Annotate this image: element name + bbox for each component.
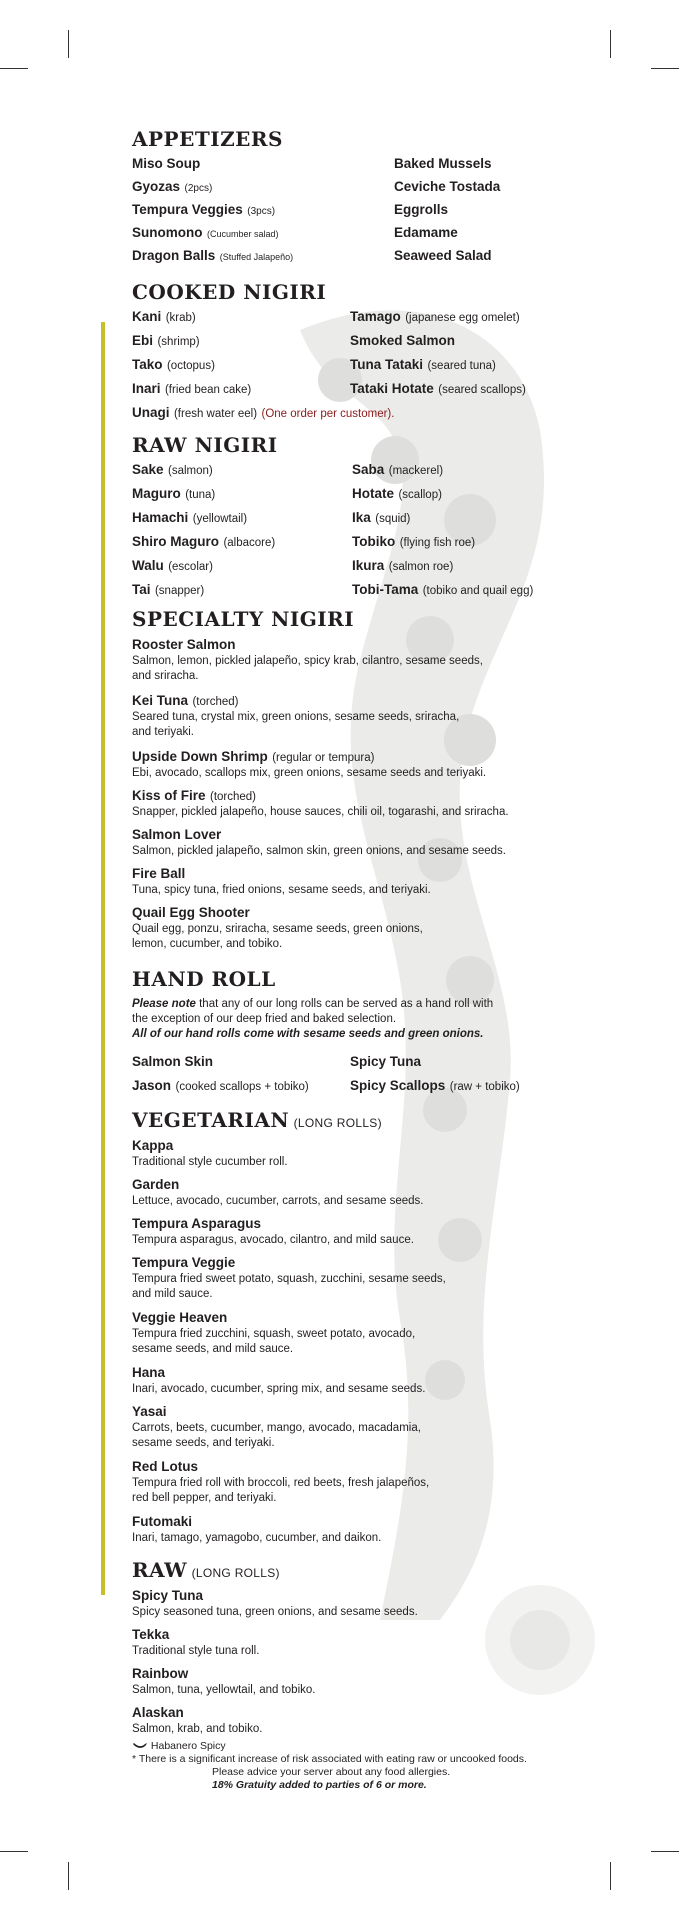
specialty-item: Salmon Lover Salmon, pickled jalapeño, salmon skin, green onions, and sesame seeds.: [132, 827, 506, 857]
chili-pepper-icon: [132, 1742, 148, 1750]
menu-item: Saba (mackerel): [352, 462, 444, 477]
section-appetizers: [132, 127, 592, 151]
menu-item: Walu (escolar): [132, 558, 213, 573]
section-raw-rolls: [132, 1558, 592, 1582]
menu-item: Ebi (shrimp): [132, 333, 200, 348]
menu-item: Gyozas (2pcs): [132, 179, 213, 194]
roll-item: Yasai Carrots, beets, cucumber, mango, avocado, macadamia, sesame seeds, and teriyaki.: [132, 1404, 421, 1449]
raw-food-warning: * There is a significant increase of risk associated with eating raw or uncooked foods.: [132, 1753, 527, 1765]
menu-item-unagi: Unagi (fresh water eel) (One order per customer).: [132, 405, 395, 420]
section-title: VEGETARIAN: [132, 1108, 290, 1132]
menu-item: Tataki Hotate (seared scallops): [350, 381, 526, 396]
specialty-item: Rooster Salmon Salmon, lemon, pickled jalapeño, spicy krab, cilantro, sesame seeds, and sriracha.: [132, 637, 483, 682]
order-limit-warning: (One order per customer).: [261, 408, 395, 420]
menu-item: Tai (snapper): [132, 582, 205, 597]
menu-item: Smoked Salmon: [350, 333, 456, 348]
menu-item: Tamago (japanese egg omelet): [350, 309, 520, 324]
menu-item: Tobi-Tama (tobiko and quail egg): [352, 582, 534, 597]
roll-item: Alaskan Salmon, krab, and tobiko.: [132, 1705, 263, 1735]
menu-item: Hotate (scallop): [352, 486, 442, 501]
menu-item: Spicy Tuna: [350, 1054, 422, 1069]
specialty-item: Kei Tuna (torched) Seared tuna, crystal mix, green onions, sesame seeds, sriracha, and teriyaki.: [132, 693, 460, 738]
section-title: RAW NIGIRI: [132, 433, 278, 457]
roll-item: Tempura Veggie Tempura fried sweet potato, squash, zucchini, sesame seeds, and mild sauce.: [132, 1255, 446, 1300]
menu-item: Maguro (tuna): [132, 486, 216, 501]
menu-item: Jason (cooked scallops + tobiko): [132, 1078, 309, 1093]
menu-item: Tempura Veggies (3pcs): [132, 202, 276, 217]
section-hand-roll: [132, 967, 592, 991]
menu-item: Salmon Skin: [132, 1054, 214, 1069]
menu-item: Tako (octopus): [132, 357, 215, 372]
menu-item: Tobiko (flying fish roe): [352, 534, 476, 549]
menu-item: Sake (salmon): [132, 462, 213, 477]
roll-item: Tekka Traditional style tuna roll.: [132, 1627, 260, 1657]
section-title: COOKED NIGIRI: [132, 280, 327, 304]
section-subtitle: (LONG ROLLS): [293, 1116, 382, 1130]
section-title: HAND ROLL: [132, 967, 276, 991]
menu-item: Sunomono (Cucumber salad): [132, 225, 279, 240]
menu-item: Ika (squid): [352, 510, 411, 525]
roll-item: Rainbow Salmon, tuna, yellowtail, and tobiko.: [132, 1666, 316, 1696]
menu-item: Shiro Maguro (albacore): [132, 534, 276, 549]
roll-item: Kappa Traditional style cucumber roll.: [132, 1138, 288, 1168]
gratuity-notice: 18% Gratuity added to parties of 6 or more.: [212, 1779, 427, 1791]
hand-roll-note: Please note that any of our long rolls can be served as a hand roll with the exception of our deep fried and baked selection. All of our hand rolls come with sesame seeds and green onions.: [132, 998, 494, 1040]
menu-item: Kani (krab): [132, 309, 196, 324]
specialty-item: Kiss of Fire (torched) Snapper, pickled jalapeño, house sauces, chili oil, togarashi, and sriracha.: [132, 788, 509, 818]
roll-item: Tempura Asparagus Tempura asparagus, avocado, cilantro, and mild sauce.: [132, 1216, 414, 1246]
menu-item: Eggrolls: [394, 202, 449, 217]
menu-item: Seaweed Salad: [394, 248, 492, 263]
section-vegetarian: [132, 1108, 592, 1132]
accent-bar: [101, 322, 105, 1595]
specialty-item: Quail Egg Shooter Quail egg, ponzu, sriracha, sesame seeds, green onions, lemon, cucumber, and tobiko.: [132, 905, 423, 950]
roll-item: Red Lotus Tempura fried roll with broccoli, red beets, fresh jalapeños, red bell pepper, and teriyaki.: [132, 1459, 430, 1504]
menu-item: Edamame: [394, 225, 458, 240]
section-subtitle: (LONG ROLLS): [191, 1566, 280, 1580]
roll-item: Futomaki Inari, tamago, yamagobo, cucumber, and daikon.: [132, 1514, 382, 1544]
menu-item: Inari (fried bean cake): [132, 381, 252, 396]
section-title: APPETIZERS: [132, 127, 283, 151]
spicy-legend: Habanero Spicy: [132, 1740, 226, 1753]
allergy-notice: Please advice your server about any food allergies.: [212, 1766, 451, 1778]
menu-item: Hamachi (yellowtail): [132, 510, 248, 525]
roll-item: Spicy Tuna Spicy seasoned tuna, green onions, and sesame seeds.: [132, 1588, 418, 1618]
section-cooked-nigiri: [132, 280, 592, 304]
menu-item: Baked Mussels: [394, 156, 492, 171]
section-title: RAW: [132, 1558, 188, 1582]
specialty-item: Fire Ball Tuna, spicy tuna, fried onions, sesame seeds, and teriyaki.: [132, 866, 431, 896]
menu-item: Ceviche Tostada: [394, 179, 501, 194]
menu-item: Miso Soup: [132, 156, 201, 171]
menu-item: Dragon Balls (Stuffed Jalapeño): [132, 248, 294, 263]
roll-item: Garden Lettuce, avocado, cucumber, carrots, and sesame seeds.: [132, 1177, 424, 1207]
menu-item: Ikura (salmon roe): [352, 558, 454, 573]
menu-item: Spicy Scallops (raw + tobiko): [350, 1078, 520, 1093]
section-raw-nigiri: [132, 433, 592, 457]
section-specialty-nigiri: [132, 607, 592, 631]
roll-item: Hana Inari, avocado, cucumber, spring mix, and sesame seeds.: [132, 1365, 426, 1395]
section-title: SPECIALTY NIGIRI: [132, 607, 355, 631]
menu-item: Tuna Tataki (seared tuna): [350, 357, 496, 372]
specialty-item: Upside Down Shrimp (regular or tempura) Ebi, avocado, scallops mix, green onions, sesame seeds and teriyaki.: [132, 749, 487, 779]
roll-item: Veggie Heaven Tempura fried zucchini, squash, sweet potato, avocado, sesame seeds, and mild sauce.: [132, 1310, 416, 1355]
